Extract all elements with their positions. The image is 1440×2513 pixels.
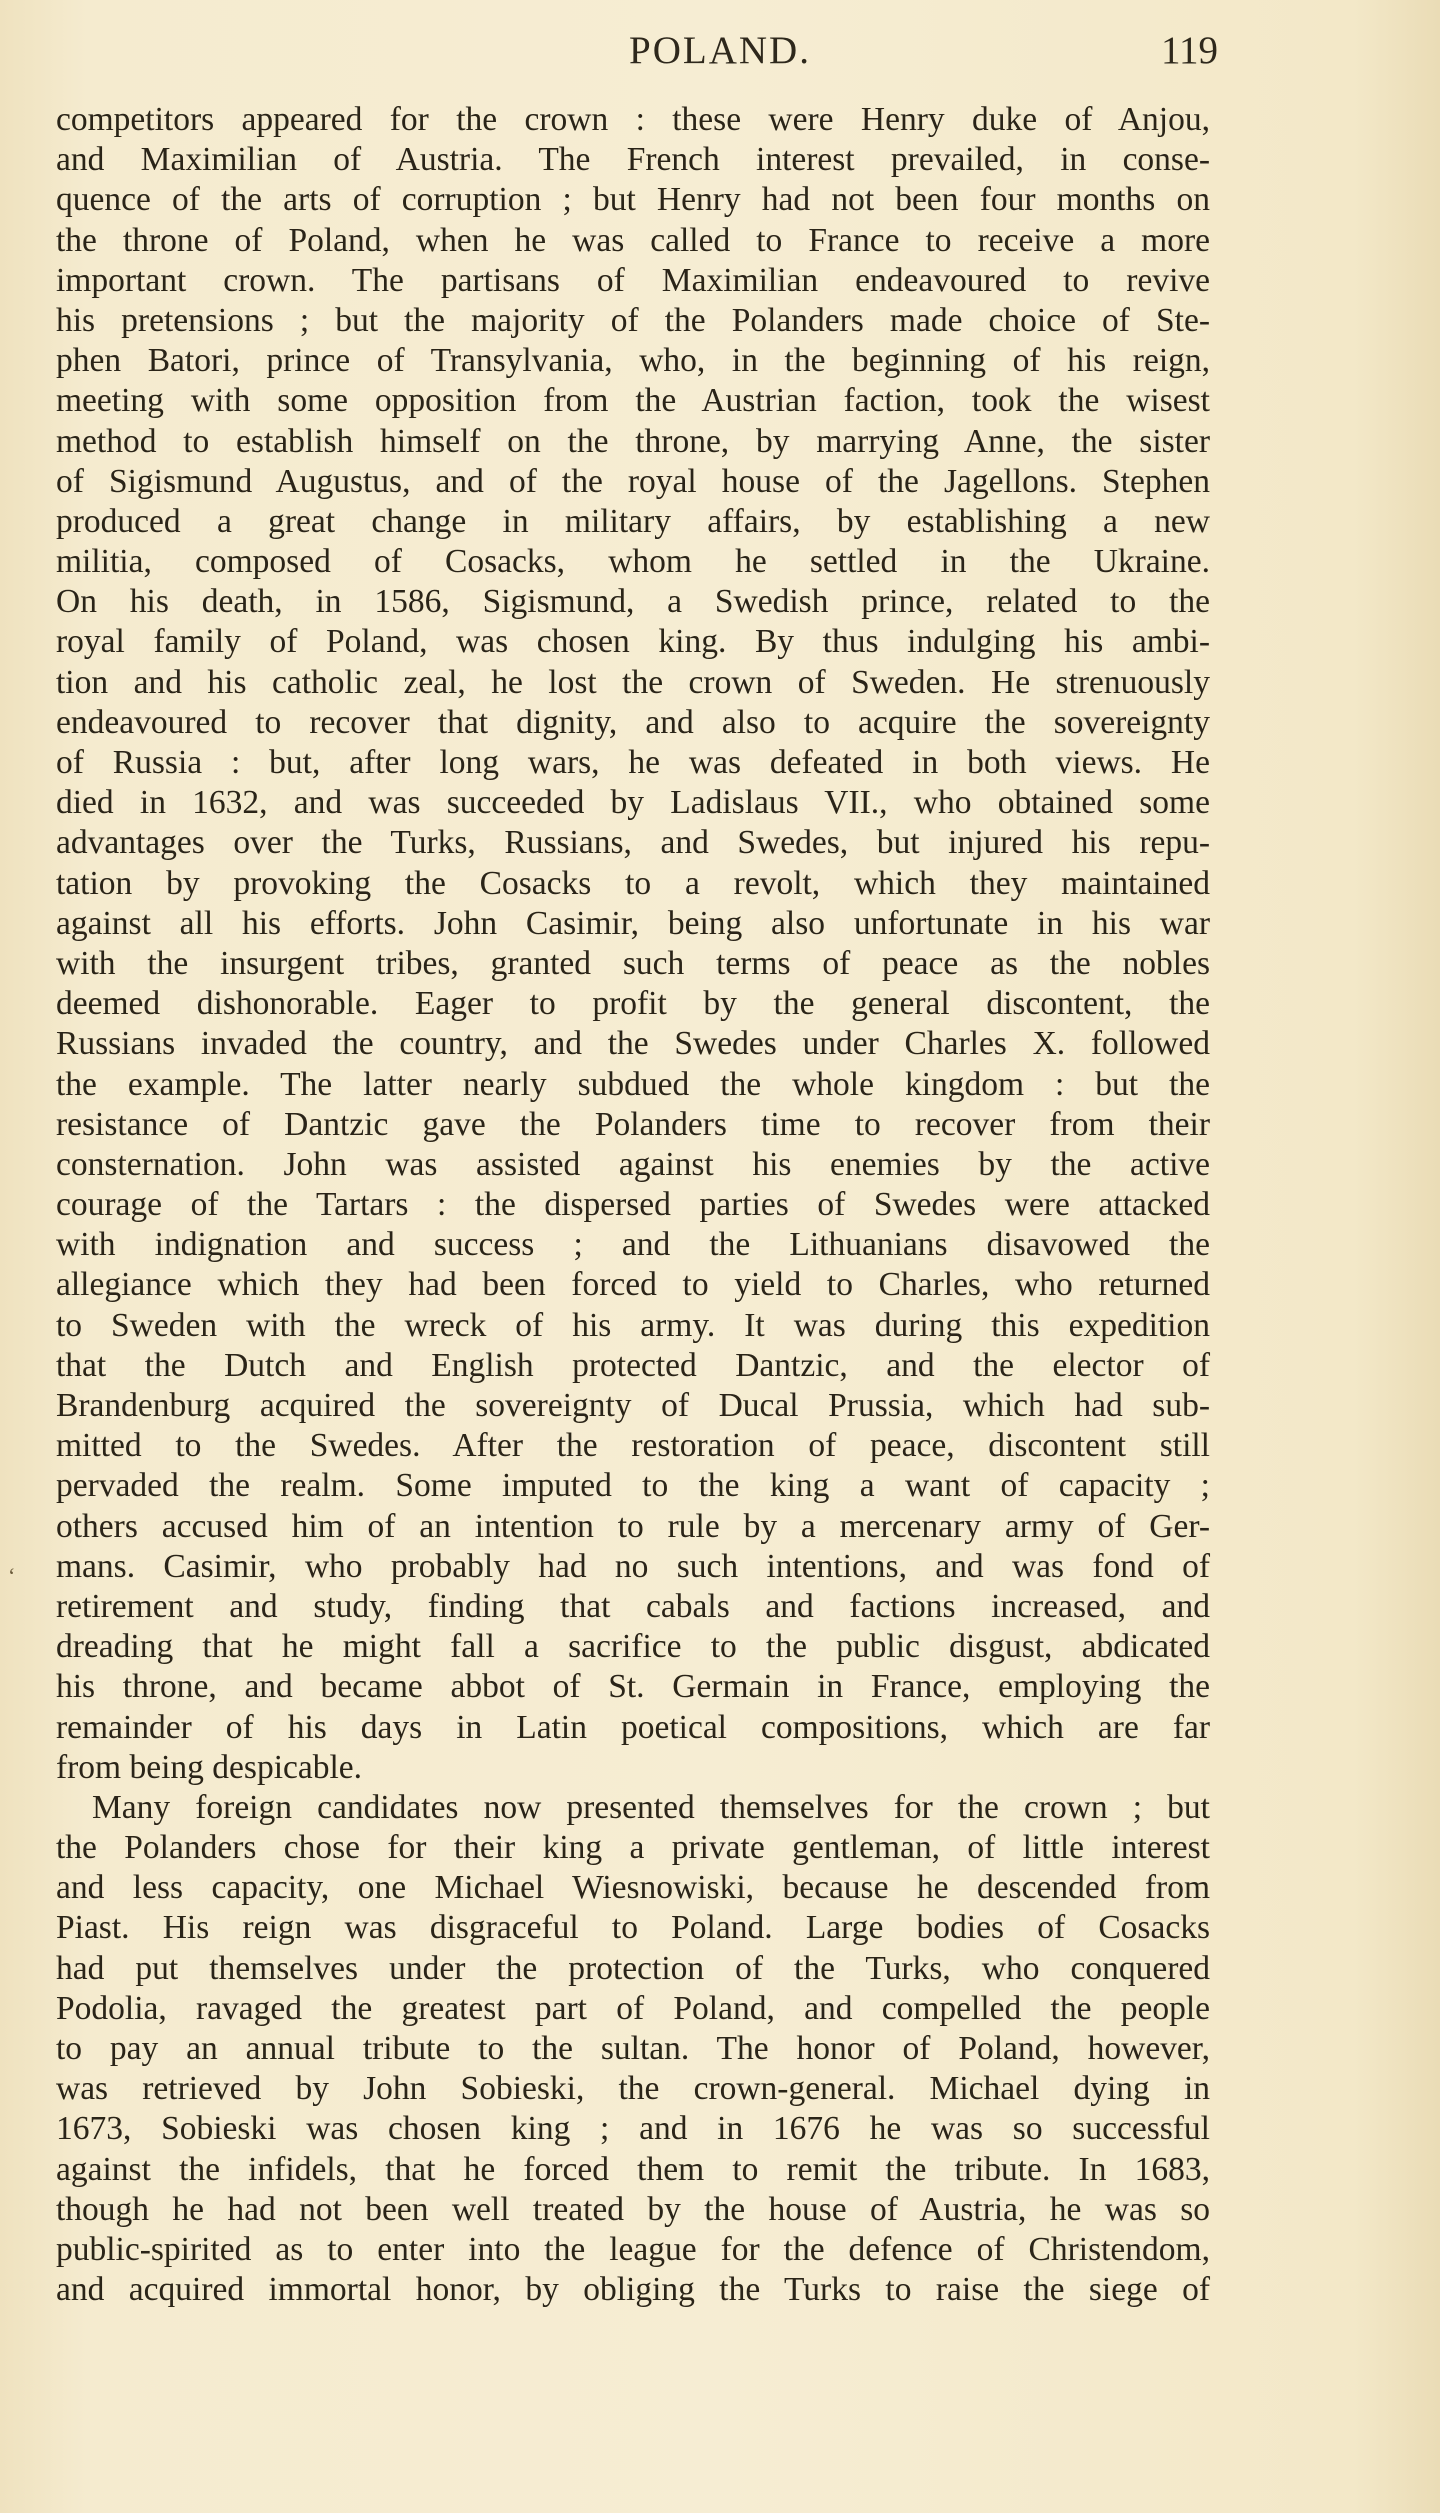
text-line: advantages over the Turks, Russians, and Swedes, but injured his repu- — [56, 824, 1210, 862]
text-line: tation by provoking the Cosacks to a revolt, which they maintained — [56, 864, 1210, 902]
text-line: with indignation and success ; and the Lithuanians disavowed the — [56, 1226, 1210, 1264]
text-line: quence of the arts of corruption ; but Henry had not been four months on — [56, 181, 1210, 219]
text-line: the Polanders chose for their king a private gentleman, of little interest — [56, 1829, 1210, 1867]
margin-mark: ‘ — [8, 1563, 16, 1588]
text-line: Many foreign candidates now presented themselves for the crown ; but — [92, 1788, 1210, 1826]
text-line: of Russia : but, after long wars, he was defeated in both views. He — [56, 744, 1210, 781]
text-line: his pretensions ; but the majority of the Polanders made choice of Ste- — [56, 301, 1210, 339]
text-line: public-spirited as to enter into the league for the defence of Christendom, — [56, 2230, 1210, 2268]
text-line: militia, composed of Cosacks, whom he settled in the Ukraine. — [56, 543, 1210, 581]
text-line: against the infidels, that he forced them to remit the tribute. In 1683, — [56, 2150, 1210, 2188]
text-line: of Sigismund Augustus, and of the royal house of the Jagellons. Stephen — [56, 462, 1210, 500]
text-line: was retrieved by John Sobieski, the crown-general. Michael dying in — [56, 2070, 1210, 2108]
text-line: produced a great change in military affairs, by establishing a new — [56, 502, 1210, 540]
body-text — [56, 100, 1210, 2310]
text-line: competitors appeared for the crown : these were Henry duke of Anjou, — [56, 101, 1210, 138]
text-line: Podolia, ravaged the greatest part of Poland, and compelled the people — [56, 1989, 1210, 2027]
text-line: method to establish himself on the throne, by marrying Anne, the sister — [56, 422, 1210, 460]
text-line: died in 1632, and was succeeded by Ladislaus VII., who obtained some — [56, 784, 1210, 822]
text-line: Piast. His reign was disgraceful to Poland. Large bodies of Cosacks — [56, 1909, 1210, 1947]
paragraph — [56, 100, 1210, 1788]
text-line: royal family of Poland, was chosen king. By thus indulging his ambi- — [56, 623, 1210, 661]
text-line: deemed dishonorable. Eager to profit by the general discontent, the — [56, 985, 1210, 1023]
text-line: against all his efforts. John Casimir, being also unfortunate in his war — [56, 904, 1210, 942]
text-line: phen Batori, prince of Transylvania, who, in the beginning of his reign, — [56, 342, 1210, 380]
text-line: important crown. The partisans of Maximilian endeavoured to revive — [56, 261, 1210, 299]
text-line: consternation. John was assisted against his enemies by the active — [56, 1145, 1210, 1183]
text-line: tion and his catholic zeal, he lost the crown of Sweden. He strenuously — [56, 663, 1210, 701]
text-line: pervaded the realm. Some imputed to the king a want of capacity ; — [56, 1467, 1210, 1505]
text-line: with the insurgent tribes, granted such terms of peace as the nobles — [56, 944, 1210, 982]
page-number: 119 — [1160, 29, 1218, 72]
text-line: endeavoured to recover that dignity, and also to acquire the sovereignty — [56, 703, 1210, 741]
text-line: to Sweden with the wreck of his army. It was during this expedition — [56, 1306, 1210, 1344]
text-line: and Maximilian of Austria. The French interest prevailed, in conse- — [56, 141, 1210, 179]
text-line: that the Dutch and English protected Dantzic, and the elector of — [56, 1346, 1210, 1384]
text-line: courage of the Tartars : the dispersed parties of Swedes were attacked — [56, 1186, 1210, 1224]
text-line: remainder of his days in Latin poetical compositions, which are far — [56, 1708, 1210, 1746]
text-line: retirement and study, finding that cabals and factions increased, and — [56, 1587, 1210, 1625]
running-title: POLAND. — [629, 29, 811, 72]
text-line: allegiance which they had been forced to yield to Charles, who returned — [56, 1266, 1210, 1304]
text-line: and acquired immortal honor, by obliging the Turks to raise the siege of — [56, 2271, 1210, 2309]
text-line: resistance of Dantzic gave the Polanders time to recover from their — [56, 1105, 1210, 1143]
text-line: had put themselves under the protection of the Turks, who conquered — [56, 1949, 1210, 1987]
text-line: 1673, Sobieski was chosen king ; and in 1676 he was so successful — [56, 2110, 1210, 2148]
text-line: to pay an annual tribute to the sultan. The honor of Poland, however, — [56, 2030, 1210, 2067]
text-line: others accused him of an intention to rule by a mercenary army of Ger- — [56, 1507, 1210, 1545]
text-line: dreading that he might fall a sacrifice to the public disgust, abdicated — [56, 1628, 1210, 1666]
text-line: Brandenburg acquired the sovereignty of Ducal Prussia, which had sub- — [56, 1387, 1210, 1424]
text-line: though he had not been well treated by the house of Austria, he was so — [56, 2190, 1210, 2228]
text-line: On his death, in 1586, Sigismund, a Swedish prince, related to the — [56, 583, 1210, 621]
text-line: the example. The latter nearly subdued the whole kingdom : but the — [56, 1065, 1210, 1103]
text-line: and less capacity, one Michael Wiesnowiski, because he descended from — [56, 1869, 1210, 1907]
text-line: meeting with some opposition from the Austrian faction, took the wisest — [56, 382, 1210, 420]
text-line: Russians invaded the country, and the Swedes under Charles X. followed — [56, 1025, 1210, 1063]
text-line: from being despicable. — [56, 1748, 363, 1786]
paragraph — [56, 1788, 1210, 2310]
text-line: his throne, and became abbot of St. Germain in France, employing the — [56, 1668, 1210, 1706]
running-head — [0, 28, 1440, 84]
text-line: mans. Casimir, who probably had no such intentions, and was fond of — [56, 1547, 1210, 1585]
text-line: the throne of Poland, when he was called to France to receive a more — [56, 221, 1210, 259]
text-line: mitted to the Swedes. After the restoration of peace, discontent still — [56, 1427, 1210, 1465]
